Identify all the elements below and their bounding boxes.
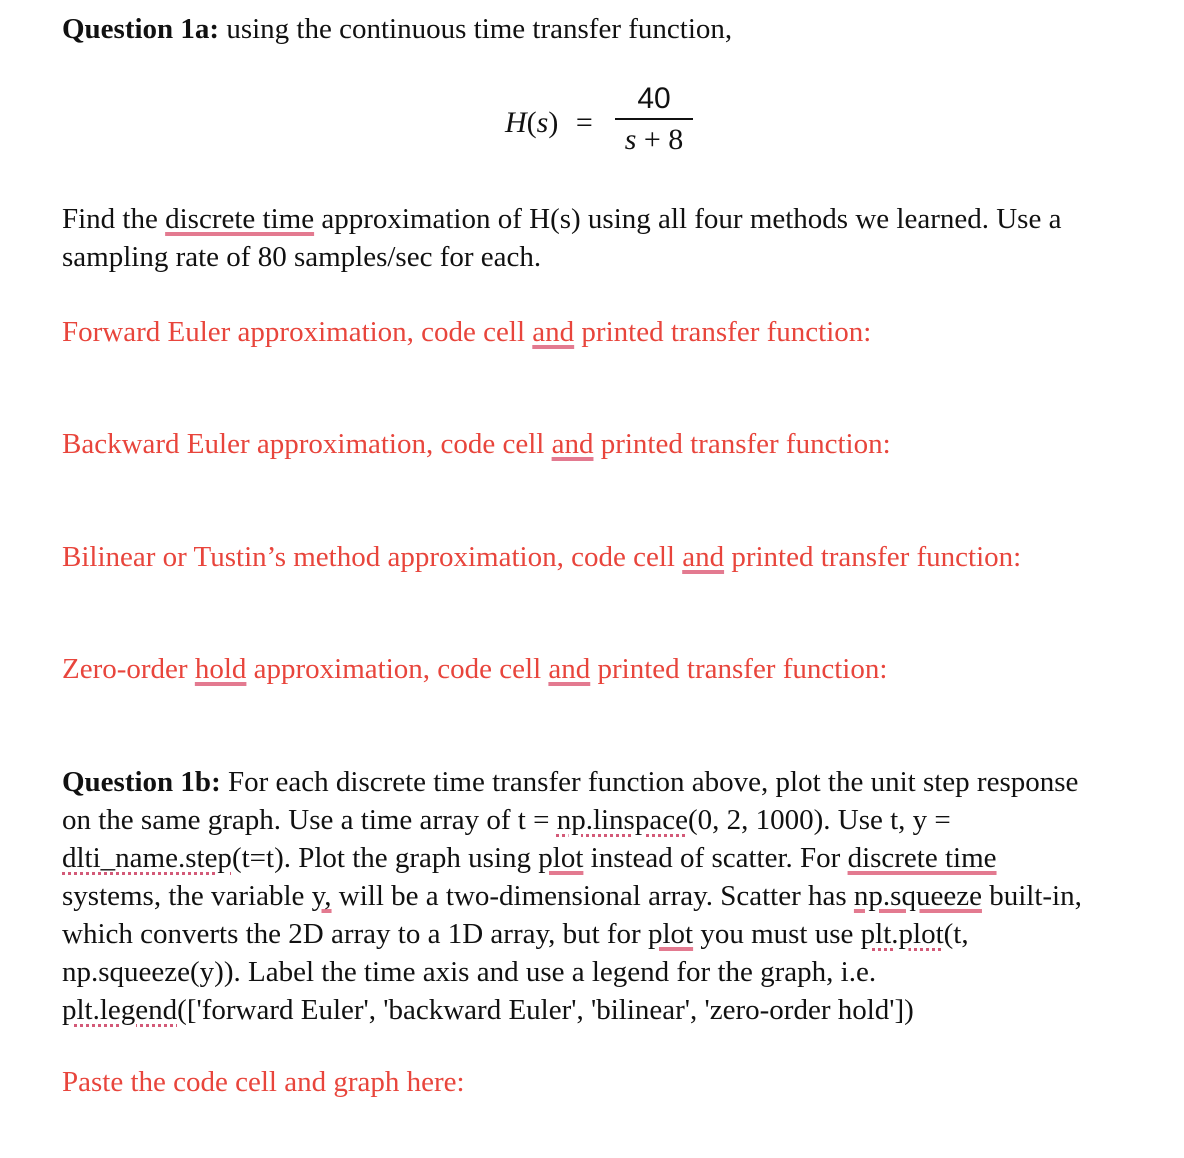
zoh-text: approximation, code cell (246, 653, 549, 685)
q1b-flagged-word: plot (647, 918, 694, 950)
q1b-text: instead of scatter. For (583, 842, 848, 874)
equation-lhs (505, 106, 593, 140)
forward-euler-text: Forward Euler approximation, code cell (62, 316, 533, 348)
q1b-code-term: plt.plot (860, 918, 944, 950)
equation-denominator-rest: + 8 (643, 123, 684, 156)
instruction-text: Find the (62, 203, 166, 235)
q1b-line-5 (62, 918, 969, 950)
equation-close-paren: ) (548, 106, 559, 139)
q1b-text: on the same graph. Use a time array of t = (62, 804, 557, 836)
q1b-text: (['forward Euler', 'backward Euler', 'bilinear', 'zero-order hold']) (177, 994, 914, 1026)
q1b-flagged-word: np.squeeze (853, 880, 982, 912)
q1b-text: which converts the 2D array to a 1D array, but for (62, 918, 648, 950)
fraction-bar (615, 118, 693, 120)
q1b-text: systems, the variable (62, 880, 312, 912)
instruction-line-1 (62, 203, 1061, 235)
backward-euler-text: Backward Euler approximation, code cell (62, 428, 552, 460)
instruction-paragraph (62, 200, 1061, 276)
q1b-line-7 (62, 994, 914, 1026)
bilinear-text: Bilinear or Tustin’s method approximation, code cell (62, 541, 683, 573)
equation-fraction (615, 82, 693, 156)
q1b-text: built-in, (981, 880, 1082, 912)
forward-euler-text: printed transfer function: (574, 316, 872, 348)
q1b-text: (t=t). Plot the graph using (231, 842, 539, 874)
q1b-text: For each discrete time transfer function above, plot the unit step response (227, 766, 1079, 798)
equation-function-name: H (505, 106, 527, 139)
q1b-line-2 (62, 804, 951, 836)
bilinear-text: printed transfer function: (724, 541, 1022, 573)
question-1a-intro: using the continuous time transfer function, (226, 13, 733, 45)
q1b-code-term: np.linspace (556, 804, 688, 836)
equation-denominator-variable: s (624, 123, 637, 156)
q1b-line-1 (62, 766, 1078, 798)
equation-lhs-variable: s (536, 106, 549, 139)
zoh-flagged-word: hold (194, 653, 247, 685)
zoh-text: printed transfer function: (590, 653, 888, 685)
instruction-line-2: sampling rate of 80 samples/sec for each. (62, 241, 542, 273)
question-1b-label: Question 1b: (62, 766, 221, 798)
q1b-line-3 (62, 842, 997, 874)
q1b-code-term: plt.legend (62, 994, 178, 1026)
q1b-line-4 (62, 880, 1082, 912)
q1b-text: (0, 2, 1000). Use t, y = (687, 804, 951, 836)
backward-euler-text: printed transfer function: (593, 428, 891, 460)
q1b-line-6: np.squeeze(y)). Label the time axis and use a legend for the graph, i.e. (62, 956, 877, 988)
zero-order-hold-section (62, 650, 887, 688)
equation-denominator (615, 124, 693, 156)
q1b-text: (t, (943, 918, 969, 950)
equation-numerator: 40 (637, 82, 671, 115)
bilinear-section (62, 538, 1021, 576)
q1b-text: will be a two-dimensional array. Scatter has (331, 880, 854, 912)
q1b-flagged-word: discrete time (847, 842, 997, 874)
instruction-text: approximation of H(s) using all four methods we learned. Use a (314, 203, 1062, 235)
q1b-code-term: dlti_name.step (62, 842, 232, 874)
equation-equals: = (575, 106, 593, 139)
paste-instruction: Paste the code cell and graph here: (62, 1066, 465, 1098)
forward-euler-flagged-word: and (532, 316, 575, 348)
zoh-flagged-word: and (548, 653, 591, 685)
zoh-text: Zero-order (62, 653, 195, 685)
backward-euler-flagged-word: and (551, 428, 594, 460)
question-1a-heading (62, 10, 732, 48)
equation-open-paren: ( (526, 106, 537, 139)
q1b-flagged-word: y, (311, 880, 332, 912)
bilinear-flagged-word: and (682, 541, 725, 573)
q1b-flagged-word: plot (538, 842, 584, 874)
question-1b-paragraph (62, 763, 1082, 1029)
instruction-flagged-text: discrete time (165, 203, 315, 235)
backward-euler-section (62, 425, 891, 463)
forward-euler-section (62, 313, 871, 351)
question-1a-label: Question 1a: (62, 13, 220, 45)
q1b-text: you must use (693, 918, 861, 950)
